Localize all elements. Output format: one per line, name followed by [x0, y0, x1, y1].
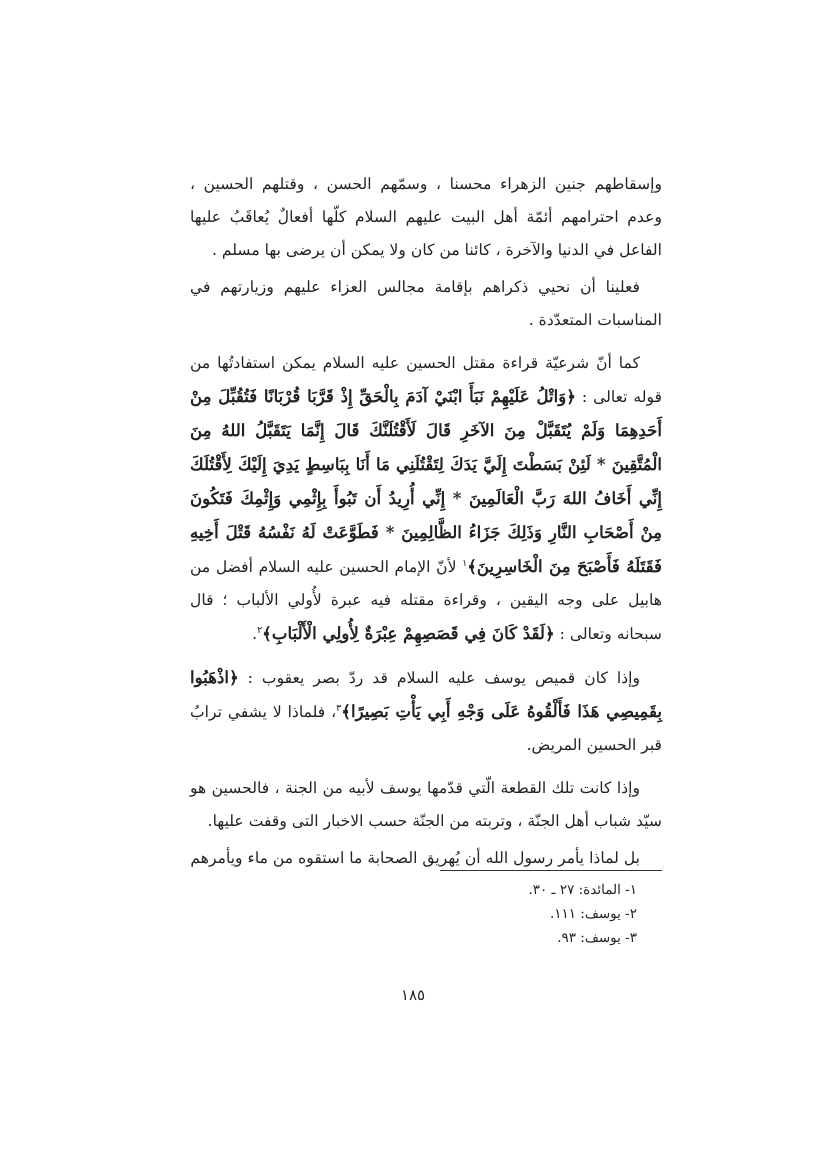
paragraph-3: [190, 347, 662, 651]
quran-verse-yusuf-111: ﴿لَقَدْ كَانَ فِي قَصَصِهِمْ عِبْرَةٌ لِأُولِي الْأَلْبَابِ﴾: [262, 623, 555, 643]
footnote-ref-3: ٣: [336, 702, 342, 714]
paragraph-6: بل لماذا يأمر رسول الله أن يُهريق الصحابة ما استقوه من ماء ويأمرهم: [190, 849, 640, 867]
footnote-ref-1: ١: [462, 557, 468, 569]
footnote-1: ١- المائدة: ٢٧ ـ ٣٠.: [528, 882, 637, 898]
quran-verse-cain-abel: ﴿وَاتْلُ عَلَيْهِمْ نَبَأَ ابْنَيْ آدَمَ بِالْحَقِّ إِذْ قَرَّبَا قُرْبَانًا فَتُقُبِّلَ مِنْ أَحَدِهِمَا وَلَمْ يُتَقَبَّلْ مِنَ الآخَرِ قَالَ لَأَقْتُلَنَّكَ قَالَ إِنَّمَا يَتَقَبَّلُ اللهُ مِنَ الْمُتَّقِينَ * لَئِنْ بَسَطْتَ إِلَيَّ يَدَكَ لِتَقْتُلَنِي مَا أَنَا بِبَاسِطٍ يَدِيَ إِلَيْكَ لِأَقْتُلَكَ إِنِّي أَخَافُ اللهَ رَبَّ الْعَالَمِينَ * إِنِّي أُرِيدُ أَن تَبُوأَ بِإِثْمِي وَإِثْمِكَ فَتَكُونَ مِنْ أَصْحَابِ النَّارِ وَذَلِكَ جَزَاءُ الظَّالِمِينَ * فَطَوَّعَتْ لَهُ نَفْسُهُ قَتْلَ أَخِيهِ فَقَتَلَهُ فَأَصْبَحَ مِنَ الْخَاسِرِينَ﴾: [190, 386, 662, 576]
footnote-divider: [440, 870, 662, 871]
footnotes: [190, 878, 662, 950]
paragraph-3-intro: كما أنّ شرعيّة قراءة مقتل الحسين عليه السلام يمكن استفادتُها من قوله تعالى :: [190, 354, 663, 406]
footnote-ref-2: ٢: [257, 624, 263, 636]
paragraph-2: فعلينا أن نحيي ذكراهم بإقامة مجالس العزاء عليهم وزيارتهم في المناسبات المتعدّدة .: [190, 278, 662, 329]
paragraph-4: [190, 661, 662, 762]
paragraph-4-intro: وإذا كان قميص يوسف عليه السلام قد ردّ بصر يعقوب :: [238, 669, 640, 687]
paragraph-1: وإسقاطهم جنين الزهراء محسنا ، وسمّهم الحسن ، وقتلهم الحسين ، وعدم احترامهم أئمّة أهل البيت عليهم السلام كلّها أفعالٌ يُعاقَبُ عليها الفاعل في الدنيا والآخرة ، كائنا من كان ولا يمكن أن يرضى بها مسلم .: [190, 175, 662, 259]
paragraph-4-after: ، فلماذا لا يشفي ترابُ قبر الحسين المريض.: [190, 703, 662, 754]
quran-verse-yusuf-93: ﴿اذْهَبُوا بِقَمِيصِي هَذَا فَأَلْقُوهُ عَلَى وَجْهِ أَبِي يَأْتِ بَصِيرًا﴾: [190, 667, 662, 721]
paragraph-3-after: لأنّ الإمام الحسين عليه السلام أفضل من هابيل على وجه اليقين ، وقراءة مقتله فيه عبرة لأُولي الألباب ؛ قال سبحانه وتعالى :: [190, 558, 662, 643]
paragraph-3-end: .: [252, 625, 258, 643]
page-number: ١٨٥: [400, 986, 426, 1004]
footnote-2: ٢- يوسف: ١١١.: [549, 906, 637, 922]
paragraph-5: وإذا كانت تلك القطعة الّتي قدّمها يوسف لأبيه من الجنة ، فالحسين هو سيّد شباب أهل الجنّة ، وتربته من الجنّة حسب الاخبار التى وقفت عليها.: [190, 779, 662, 830]
footnote-3: ٣- يوسف: ٩٣.: [557, 930, 637, 946]
